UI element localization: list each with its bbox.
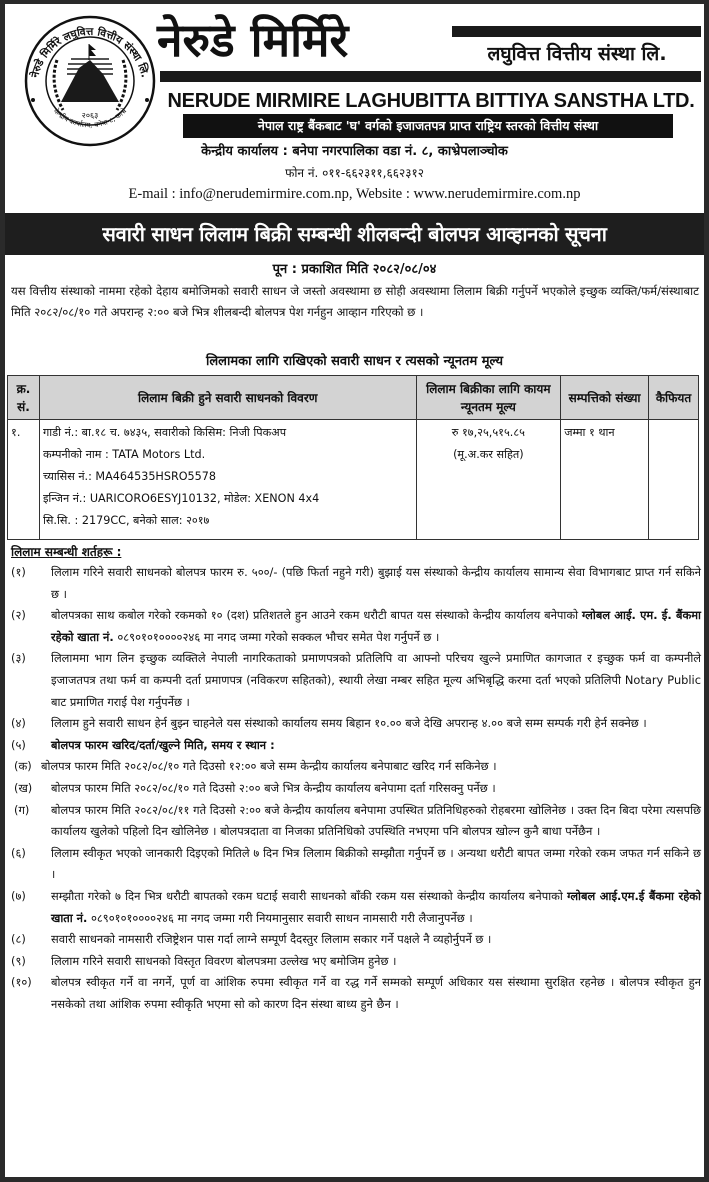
term-number: (४) [11, 716, 26, 731]
term-item [9, 713, 701, 735]
term-item [9, 605, 701, 648]
flag-icon [89, 44, 96, 56]
term-text: लिलाम गरिने सवारी साधनको विस्तृत विवरण बोलपत्रमा उल्लेख भए बमोजिम हुनेछ । [51, 953, 397, 968]
min-price-note: (मू.अ.कर सहित) [453, 448, 524, 461]
term-item [9, 648, 701, 713]
term-number: (ग) [14, 802, 30, 817]
col-header-min-price: लिलाम बिक्रीका लागि कायम न्यूनतम मूल्य [416, 376, 561, 420]
notice-title: सवारी साधन लिलाम बिक्री सम्बन्धी शीलबन्दी बोलपत्र आव्हानको सूचना [5, 213, 704, 255]
term-text: लिलाममा भाग लिन इच्छुक व्यक्तिले नेपाली नागरिकताको प्रमाणपत्रको प्रतिलिपि वा आफ्नो परिचय खुल्ने प्रमाणित कागजात र इच्छुक फर्म वा कम्पनीले इजाजतपत्र तथा फर्म वा कम्पनी दर्ता प्रमाणपत्र (नविकरण सहितको), स्थायी लेखा नम्बर सहित मूल्य अभिबृद्धि करमा दर्ता भएको प्रतिलिपी Notary Public बाट प्रमाणित गराई पेश गर्नुपर्नेछ । [51, 651, 701, 709]
term-text: ०८९०१०१००००२४६ मा नगद जम्मा गरी नियमानुसार सवारी साधन नामसारी गरी लैजानुपर्नेछ । [87, 910, 473, 925]
bank-account-label: ग्लोबल आई. एम. ई. बैंकमा रहेको खाता नं. [51, 608, 701, 644]
header-rule-top [452, 26, 701, 37]
republished-date: पून : प्रकाशित मिति २०८२/०८/०४ [272, 262, 437, 277]
col-header-description: लिलाम बिक्री हुने सवारी साधनको विवरण [39, 376, 416, 420]
term-text: बोलपत्रका साथ कबोल गरेको रकमको १० (दश) प्रतिशतले हुन आउने रकम धरौटी बापत यस संस्थाको केन्द्रीय कार्यालय बनेपाको [51, 608, 582, 623]
table-header-row [8, 376, 699, 420]
vehicle-number-type: गाडी नं.: बा.१८ च. ७४३५, सवारीको किसिम: निजी पिकअप [42, 426, 287, 439]
logo-ring-text-bottom: केन्द्रीय कार्यालय, बनेपा-८, काभ्रे [51, 107, 129, 130]
terms-title: लिलाम सम्बन्धी शर्तहरू : [11, 545, 122, 559]
term-text: सम्झौता गरेको ७ दिन भित्र धरौटी बापतको रकम घटाई सवारी साधनको बाँकी रकम यस संस्थाको केन्द्रीय कार्यालय बनेपाको [51, 888, 568, 903]
term-number: (ख) [14, 780, 33, 795]
term-text: सवारी साधनको नामसारी रजिष्ट्रेशन पास गर्दा लाग्ने सम्पूर्ण दैदस्तुर लिलाम सकार गर्ने पक्षले नै व्यहोर्नुपर्ने छ । [51, 932, 492, 947]
cell-quantity: जम्मा १ थान [561, 420, 649, 540]
term-number: (९) [11, 953, 26, 968]
term-item [9, 735, 701, 757]
vehicle-cc-year: सि.सि. : 2179CC, बनेको साल: २०१७ [42, 514, 210, 527]
col-header-sn: क्र. सं. [8, 376, 40, 420]
vehicle-engine-model: इन्जिन नं.: UARICORO6ESYJ10132, मोडेल: XENON 4x4 [42, 492, 320, 505]
term-subitem [9, 778, 701, 800]
wreath-left-icon [54, 60, 63, 110]
term-heading: बोलपत्र फारम खरिद/दर्ता/खुल्ने मिति, समय र स्थान : [51, 737, 275, 752]
term-text: बोलपत्र फारम मिति २०८२/०८/१० गते दिउसो २:०० बजे भित्र केन्द्रीय कार्यालय बनेपामा दर्ता गरिसक्नु पर्नेछ । [51, 780, 496, 795]
term-item [9, 843, 701, 886]
vehicle-chassis: च्यासिस नं.: MA464535HSRO5578 [42, 470, 217, 483]
term-item [9, 929, 701, 951]
term-number: (८) [11, 932, 26, 947]
vehicle-company: कम्पनीको नाम : TATA Motors Ltd. [42, 448, 206, 461]
phone-number: फोन नं. ०११-६६२३११,६६२३१२ [285, 166, 424, 180]
header-rule-bottom [160, 71, 701, 82]
email-website: E-mail : info@nerudemirmire.com.np, Website : www.nerudemirmire.com.np [128, 186, 581, 202]
brand-name-nepali: नेरुडे मिर्मिरे [157, 13, 349, 67]
cell-description [39, 420, 416, 540]
term-number: (१०) [11, 975, 32, 990]
term-text: लिलाम हुने सवारी साधन हेर्न बुझ्न चाहनेले यस संस्थाको कार्यालय समय बिहान १०.०० बजे देखि अपरान्ह ४.०० बजे सम्म सम्पर्क गरी हेर्न सक्नेछ । [51, 716, 647, 731]
term-text: बोलपत्र फारम मिति २०८२/०८/११ गते दिउसो २:०० बजे केन्द्रीय कार्यालय बनेपामा उपस्थित प्रतिनिधिहरुको रोहबरमा खोलिनेछ । उक्त दिन बिदा परेमा त्यसपछि कार्यालय खुलेको पहिलो दिन खोलिनेछ । बोलपत्रदाता वा निजका प्रतिनिधिको उपस्थिति नभएमा पनि बोलपत्र खोल्न कुनै बाधा पर्नेछैन । [51, 802, 701, 839]
term-subitem [9, 756, 701, 778]
term-number: (क) [14, 759, 32, 774]
table-row [8, 420, 699, 540]
term-number: (३) [11, 651, 26, 666]
logo-year: २०६३ [81, 111, 99, 120]
cell-sn: १. [8, 420, 40, 540]
term-item [9, 562, 701, 605]
term-text: ०८९०१०१००००२४६ मा नगद जम्मा गरेको सक्कल भौचर समेत पेश गर्नुपर्ने छ । [113, 629, 440, 644]
min-price-value: रु १७,२५,५१५.८५ [451, 426, 525, 439]
brand-subtitle-nepali: लघुवित्त वित्तीय संस्था लि. [487, 43, 667, 65]
term-text: लिलाम स्वीकृत भएको जानकारी दिइएको मितिले ७ दिन भित्र लिलाम बिक्रीको सम्झौता गर्नुपर्ने छ । अन्यथा धरौटी बापत जम्मा गरेको रकम जफत गर्न सकिने छ । [51, 845, 701, 882]
cell-remarks [649, 420, 699, 540]
col-header-quantity: सम्पत्तिको संख्या [561, 376, 649, 420]
term-item [9, 886, 701, 929]
license-band: नेपाल राष्ट्र बैंकबाट 'घ' वर्गको इजाजतपत्र प्राप्त राष्ट्रिय स्तरको वित्तीय संस्था [183, 114, 673, 138]
term-number: (१) [11, 565, 26, 579]
bank-account-label: ग्लोबल आई.एम.ई बैंकमा रहेको खाता नं. [51, 888, 701, 925]
term-number: (५) [11, 737, 26, 752]
term-item [9, 951, 701, 973]
term-subitem [9, 800, 701, 843]
vehicle-table [7, 375, 699, 540]
term-text: बोलपत्र फारम मिति २०८२/०८/१० गते दिउसो १२:०० बजे सम्म केन्द्रीय कार्यालय बनेपाबाट खरिद गर्न सकिनेछ । [41, 759, 497, 774]
terms-list [9, 562, 701, 1015]
term-text: बोलपत्र स्वीकृत गर्ने वा नगर्ने, पूर्ण वा आंशिक रुपमा स्वीकृत गर्ने वा रद्ध गर्ने सम्मको सम्पूर्ण अधिकार यस संस्थामा सुरक्षित रहनेछ । बोलपत्र स्वीकृत हुन नसकेको तथा आंशिक रुपमा स्वीकृति भएमा सो को कारण दिन संस्था बाध्य हुने छैन । [51, 975, 701, 1011]
brand-name-english: NERUDE MIRMIRE LAGHUBITTA BITTIYA SANSTHA LTD. [167, 90, 695, 112]
term-number: (६) [11, 845, 26, 860]
office-address: केन्द्रीय कार्यालय : बनेपा नगरपालिका वडा नं. ८, काभ्रेपलाञ्चोक [201, 144, 508, 159]
term-number: (७) [11, 888, 26, 903]
cell-min-price [416, 420, 561, 540]
term-text: लिलाम गरिने सवारी साधनको बोलपत्र फारम रु. ५००/- (पछि फिर्ता नहुने गरी) बुझाई यस संस्थाको केन्द्रीय कार्यालय सामान्य सेवा विभागबाट प्राप्त गर्न सकिने छ । [51, 565, 701, 601]
company-logo-seal [23, 14, 157, 148]
logo-ring-text-top: नेरुडे मिर्मिरे लघुवित्त वित्तीय संस्था लि. [29, 25, 151, 79]
term-item [9, 972, 701, 1015]
wreath-right-icon [117, 60, 126, 110]
col-header-remarks: कैफियत [649, 376, 699, 420]
intro-paragraph: यस वित्तीय संस्थाको नाममा रहेको देहाय बमोजिमको सवारी साधन जे जस्तो अवस्थामा छ सोही अवस्थामा लिलाम बिक्री गर्नुपर्ने भएकोले इच्छुक व्यक्ति/फर्म/संस्थाबाट मिति २०८२/०८/१० गते अपरान्ह २:०० बजे भित्र शीलबन्दी बोलपत्र पेश गर्नहुन आव्हान गरिएको छ । [11, 284, 699, 319]
term-number: (२) [11, 608, 26, 623]
mountain-icon [61, 60, 119, 102]
table-title: लिलामका लागि राखिएको सवारी साधन र त्यसको न्यूनतम मूल्य [205, 354, 503, 369]
